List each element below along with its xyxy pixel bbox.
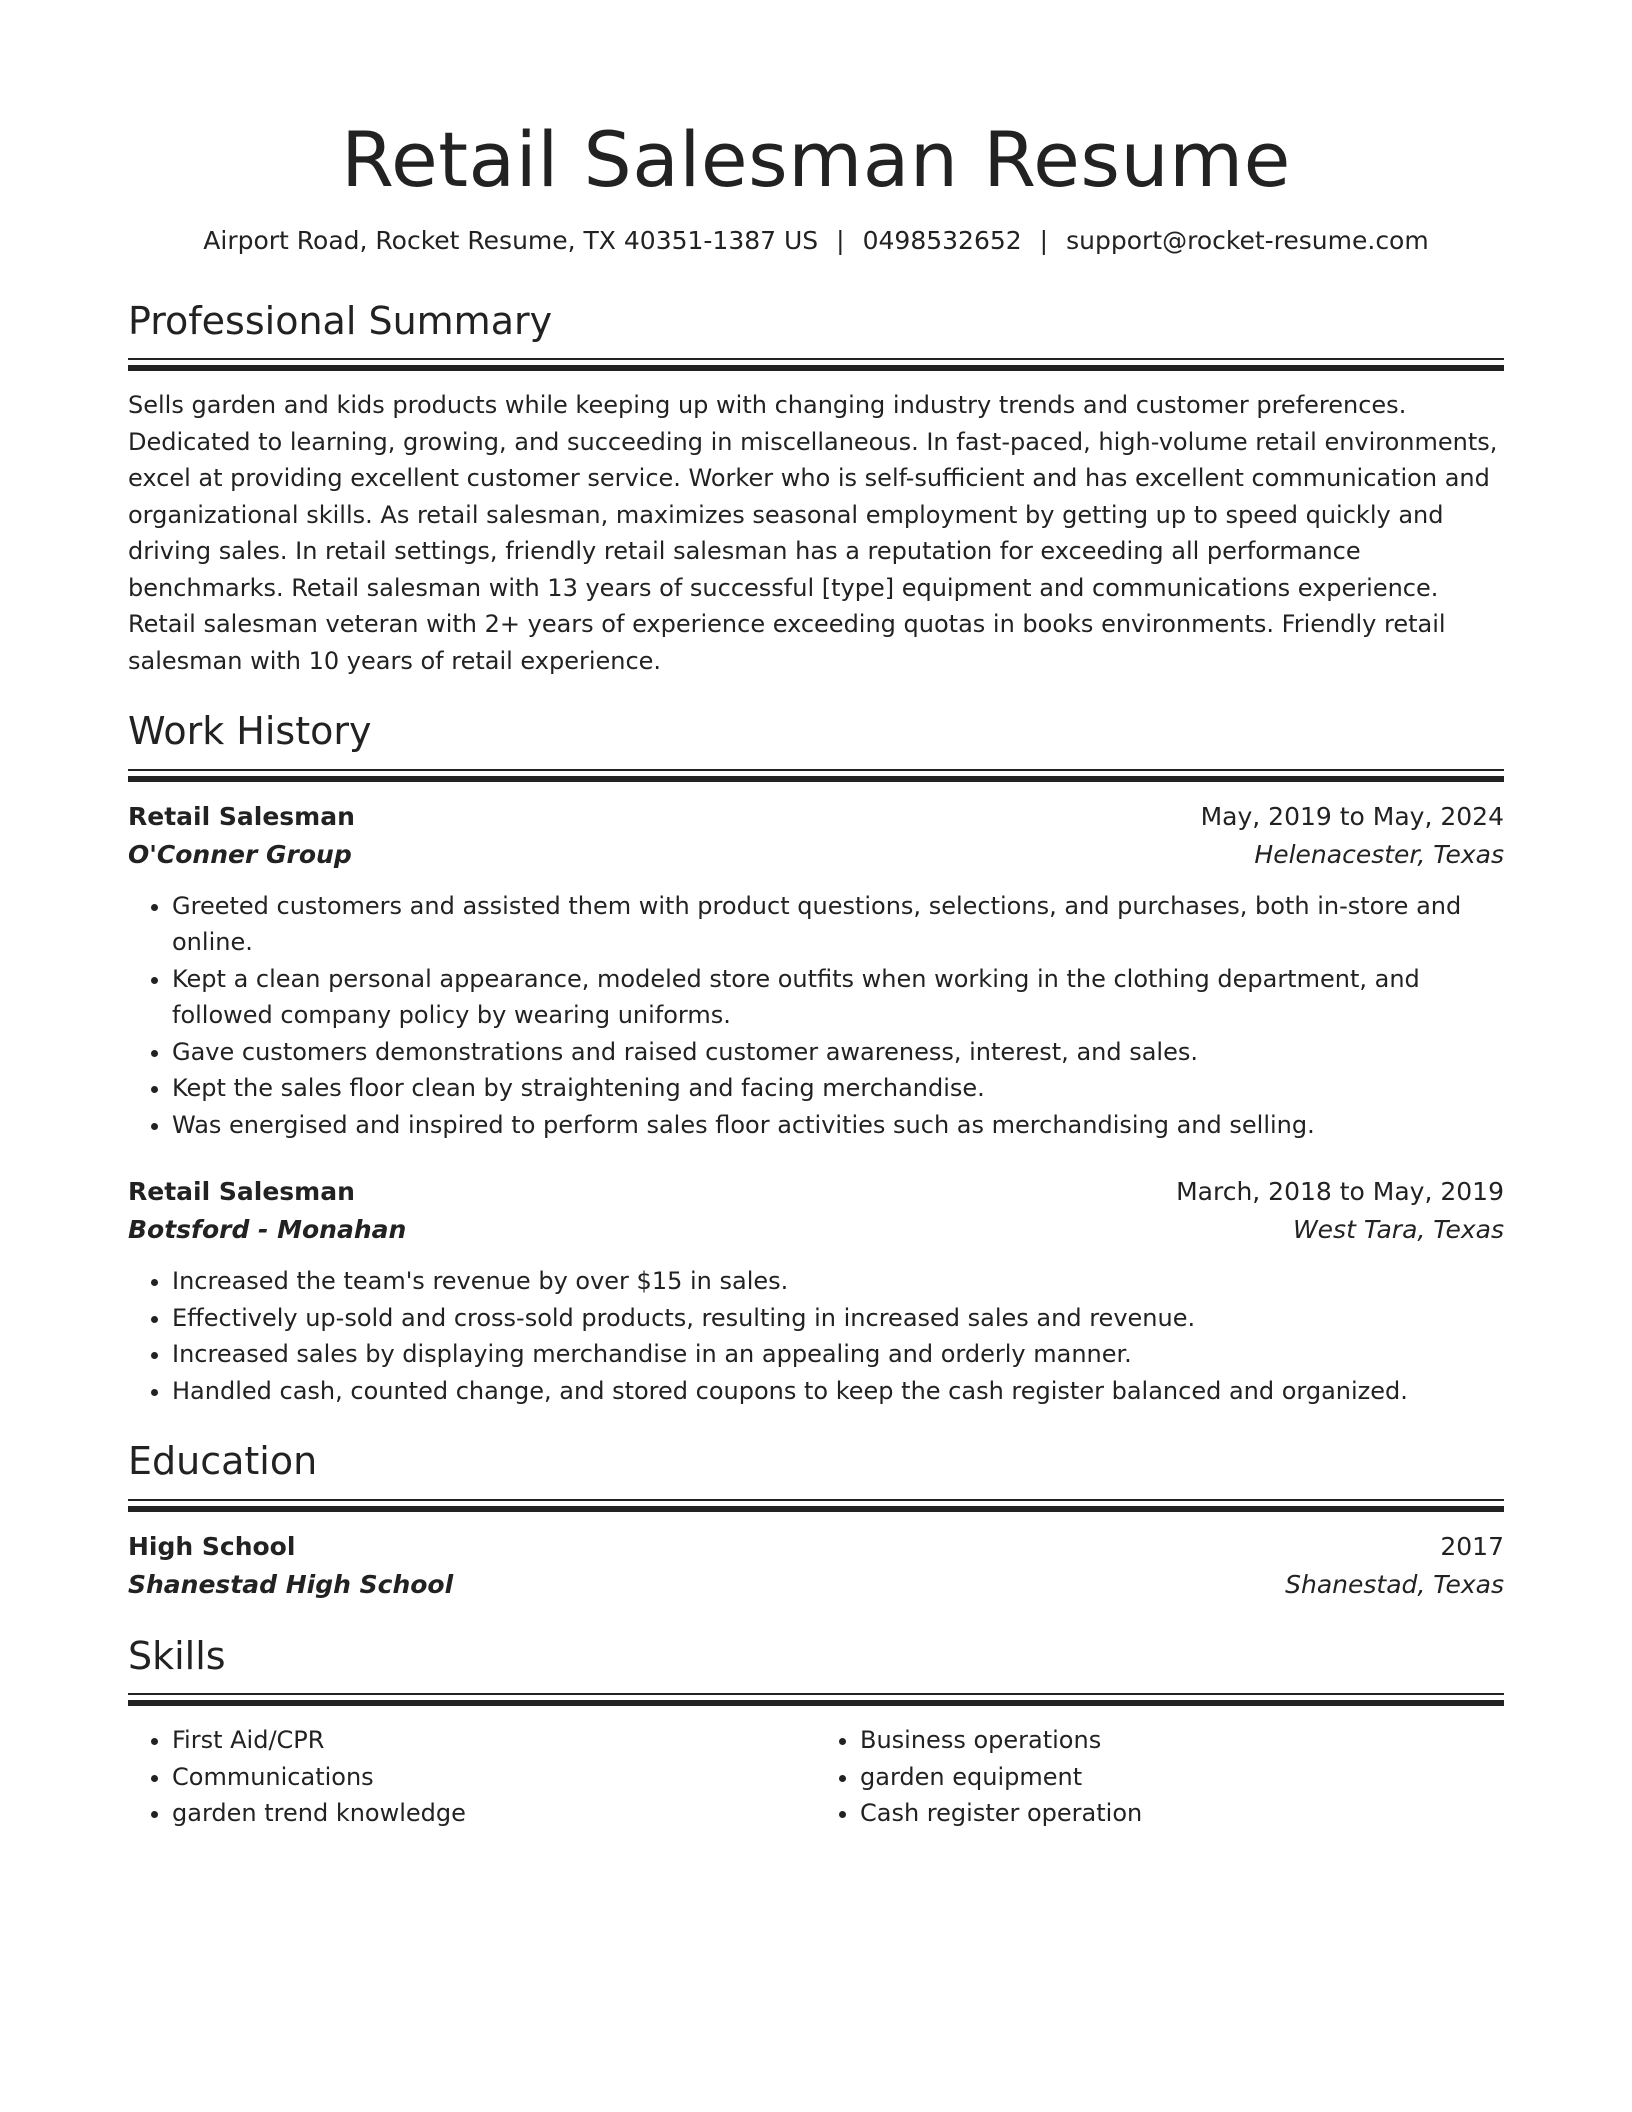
skill-item: • garden equipment [860,1759,1504,1796]
job-title-row [128,798,1504,836]
job-dates: May, 2019 to May, 2024 [1200,801,1504,831]
resume-title: Retail Salesman Resume [341,115,1291,204]
job-bullets [128,1263,1504,1409]
summary-heading: Professional Summary [128,298,553,343]
skill-item: • Business operations [860,1722,1504,1759]
summary-text: Sells garden and kids products while keeping up with changing industry trends and customer preferences. Dedicated to learning, growing, and succeeding in miscellaneous. In fast-paced, high-volume retail environments, excel at providing excellent customer service. Worker who is self-sufficient and has excellent communication and organizational skills. As retail salesman, maximizes seasonal employment by getting up to speed quickly and driving sales. In retail settings, friendly retail salesman has a reputation for exceeding all performance benchmarks. Retail salesman with 13 years of successful [type] equipment and communications experience. Retail salesman veteran with 2+ years of experience exceeding quotas in books environments. Friendly retail salesman with 10 years of retail experience. [128,391,1498,675]
job-company-row [128,1211,1504,1249]
job-bullets [128,888,1504,1144]
skills-list [128,1722,816,1832]
skill-item: • Communications [172,1759,816,1796]
education-location: Shanestad, Texas [1285,1569,1504,1599]
skills-grid [128,1722,1504,1832]
skill-item: • Cash register operation [860,1795,1504,1832]
contact-separator: | [836,225,845,255]
job-bullet: • Handled cash, counted change, and stored coupons to keep the cash register balanced and organized. [172,1373,1504,1410]
skills-column-right [816,1722,1504,1832]
contact-phone: 0498532652 [862,225,1022,255]
skills-heading: Skills [128,1633,226,1678]
education-heading: Education [128,1439,318,1484]
job-bullet: • Effectively up-sold and cross-sold products, resulting in increased sales and revenue. [172,1300,1504,1337]
job-bullet: • Kept a clean personal appearance, modeled store outfits when working in the clothing department, and followed company policy by wearing uniforms. [172,961,1504,1034]
job-entry [128,798,1504,1144]
job-location: Helenacester, Texas [1254,839,1504,869]
section-divider [128,358,1504,371]
job-company: O'Conner Group [128,839,352,869]
summary-section [128,299,1504,680]
job-bullet: • Kept the sales floor clean by straightening and facing merchandise. [172,1070,1504,1107]
job-company: Botsford - Monahan [128,1215,407,1245]
job-title: Retail Salesman [128,801,355,831]
skills-section [128,1634,1504,1832]
job-bullet: • Increased sales by displaying merchandise in an appealing and orderly manner. [172,1336,1504,1373]
contact-address: Airport Road, Rocket Resume, TX 40351-1387 US [203,225,819,255]
skills-column-left [128,1722,816,1832]
contact-email: support@rocket-resume.com [1066,225,1429,255]
contact-line [128,226,1504,255]
education-school: Shanestad High School [128,1569,454,1599]
education-school-row [128,1566,1504,1604]
job-bullet: • Was energised and inspired to perform sales floor activities such as merchandising and selling. [172,1107,1504,1144]
skill-item: • garden trend knowledge [172,1795,816,1832]
job-company-row [128,836,1504,874]
education-section [128,1439,1504,1604]
work-history-heading: Work History [128,709,372,754]
work-history-section [128,709,1504,1409]
education-degree: High School [128,1531,296,1561]
skill-item: • First Aid/CPR [172,1722,816,1759]
section-divider [128,1499,1504,1512]
job-title: Retail Salesman [128,1177,355,1207]
education-year: 2017 [1440,1531,1504,1561]
section-divider [128,1693,1504,1706]
job-location: West Tara, Texas [1292,1215,1504,1245]
job-entry [128,1173,1504,1409]
job-bullet: • Increased the team's revenue by over $15 in sales. [172,1263,1504,1300]
job-bullet: • Greeted customers and assisted them with product questions, selections, and purchases, both in-store and online. [172,888,1504,961]
contact-separator: | [1039,225,1049,255]
skills-list [816,1722,1504,1832]
job-title-row [128,1173,1504,1211]
job-bullet: • Gave customers demonstrations and raised customer awareness, interest, and sales. [172,1034,1504,1071]
education-degree-row [128,1528,1504,1566]
section-divider [128,769,1504,782]
job-dates: March, 2018 to May, 2019 [1176,1177,1504,1207]
